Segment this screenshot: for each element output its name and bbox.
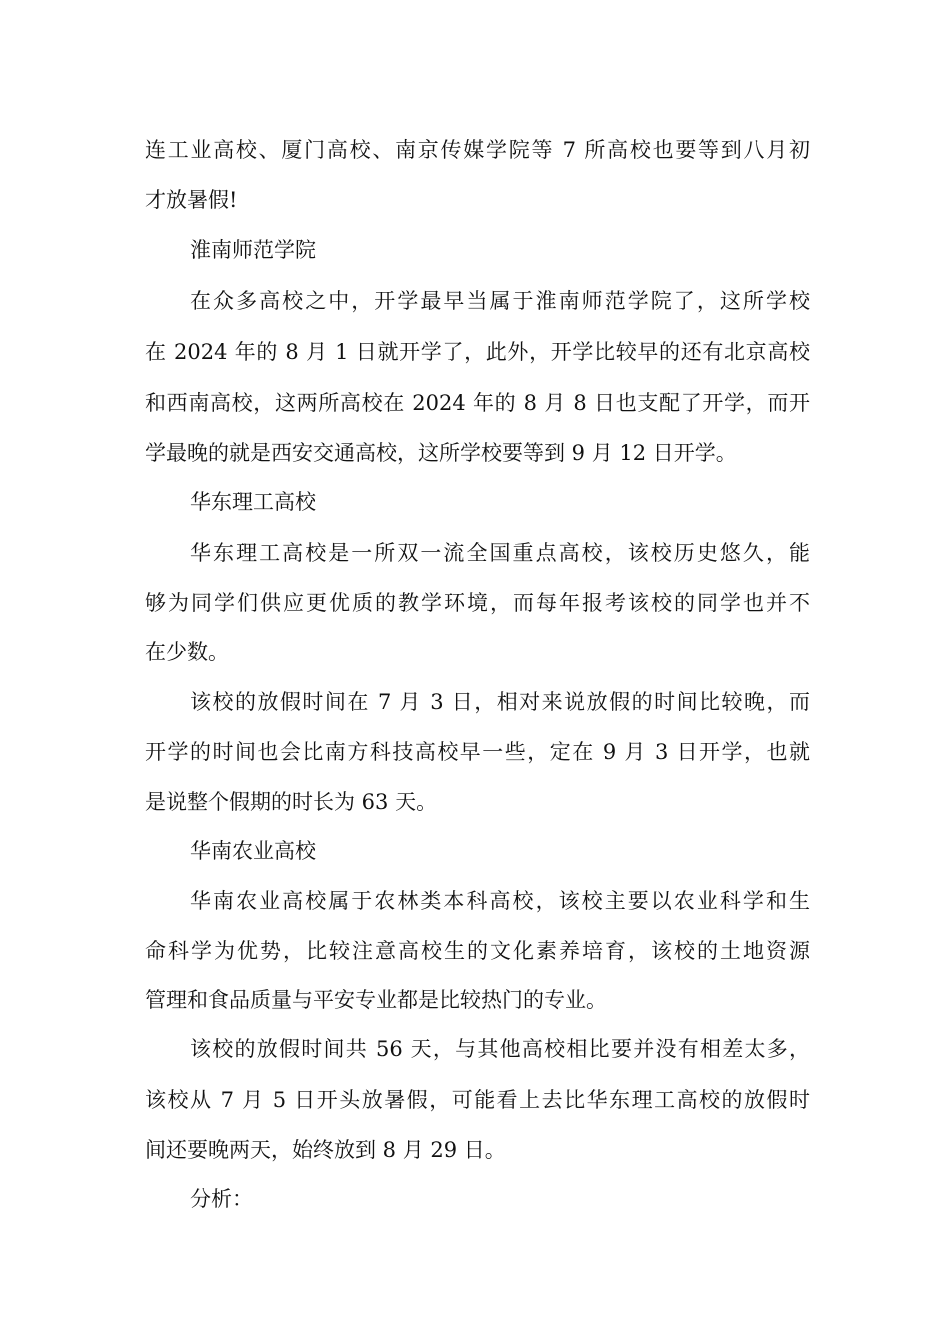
section-heading: 华东理工高校 (190, 490, 316, 514)
text-line: 该校从 7 月 5 日开头放暑假，可能看上去比华东理工高校的放假时 (145, 1088, 810, 1112)
text-line: 该校的放假时间共 56 天，与其他高校相比要并没有相差太多， (190, 1037, 810, 1061)
text-line: 华南农业高校属于农林类本科高校，该校主要以农业科学和生 (190, 889, 810, 913)
text-line: 华东理工高校是一所双一流全国重点高校，该校历史悠久，能 (190, 541, 810, 565)
text-line: 管理和食品质量与平安专业都是比较热门的专业。 (145, 988, 607, 1012)
text-line: 该校的放假时间在 7 月 3 日，相对来说放假的时间比较晚，而 (190, 690, 810, 714)
text-line: 命科学为优势，比较注意高校生的文化素养培育，该校的土地资源 (145, 939, 810, 963)
text-line: 在 2024 年的 8 月 1 日就开学了，此外，开学比较早的还有北京高校 (145, 340, 810, 364)
section-heading: 华南农业高校 (190, 839, 316, 863)
text-line: 间还要晚两天，始终放到 8 月 29 日。 (145, 1138, 506, 1162)
text-line: 和西南高校，这两所高校在 2024 年的 8 月 8 日也支配了开学，而开 (145, 391, 810, 415)
text-line: 在少数。 (145, 640, 229, 664)
text-line: 在众多高校之中，开学最早当属于淮南师范学院了，这所学校 (190, 289, 810, 313)
text-line: 开学的时间也会比南方科技高校早一些，定在 9 月 3 日开学，也就 (145, 740, 810, 764)
text-line: 连工业高校、厦门高校、南京传媒学院等 7 所高校也要等到八月初 (145, 138, 810, 162)
text-line: 够为同学们供应更优质的教学环境，而每年报考该校的同学也并不 (145, 591, 810, 615)
text-line: 学最晚的就是西安交通高校，这所学校要等到 9 月 12 日开学。 (145, 441, 737, 465)
text-line: 才放暑假! (145, 188, 238, 212)
section-heading: 分析： (190, 1187, 253, 1211)
text-line: 是说整个假期的时长为 63 天。 (145, 790, 438, 814)
section-heading: 淮南师范学院 (190, 238, 316, 262)
